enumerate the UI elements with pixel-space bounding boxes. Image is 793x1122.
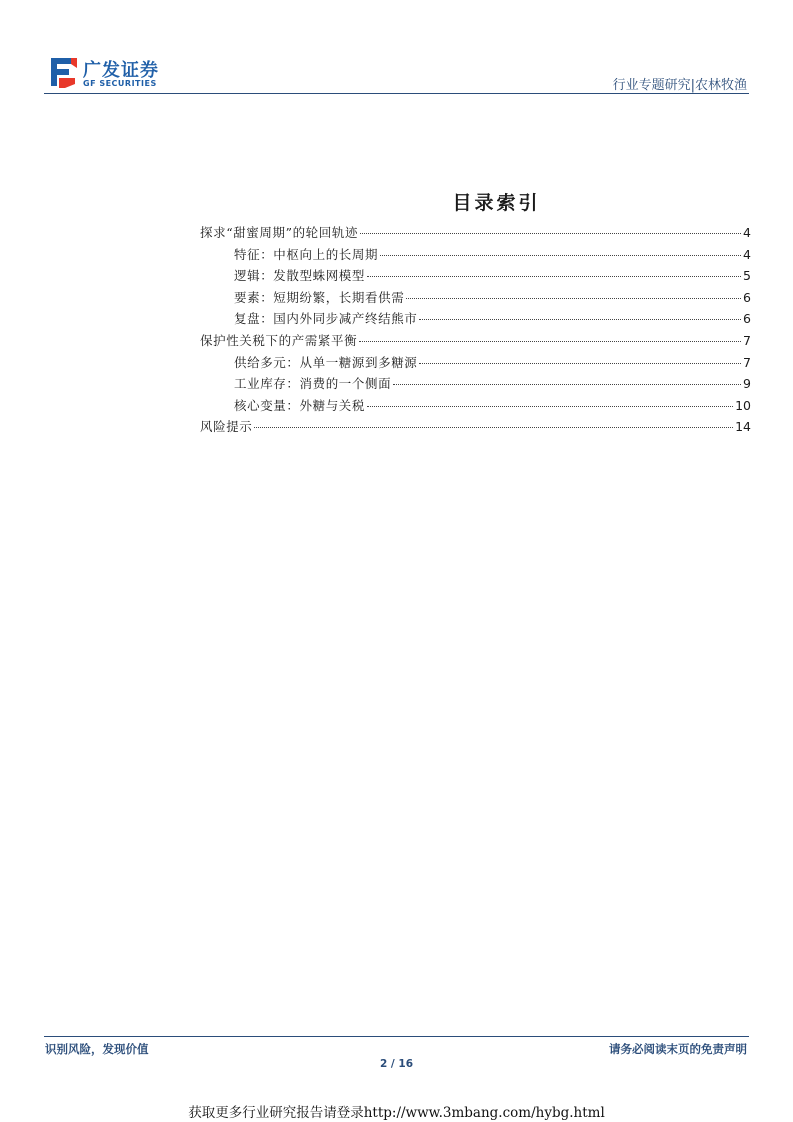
toc-entry-title: 复盘：国内外同步减产终结熊市 <box>234 311 418 327</box>
toc-title: 目录索引 <box>452 192 541 214</box>
toc-entry-page: 6 <box>743 289 751 305</box>
footer-divider <box>44 1036 749 1037</box>
toc-leader-dots <box>367 406 733 407</box>
toc-entry[interactable] <box>200 266 751 288</box>
table-of-contents <box>200 223 751 439</box>
toc-entry-page: 6 <box>743 311 751 327</box>
toc-entry-title: 探求“甜蜜周期”的轮回轨迹 <box>200 225 359 240</box>
toc-leader-dots <box>254 427 733 428</box>
header-divider <box>44 93 749 94</box>
toc-leader-dots <box>360 233 741 234</box>
toc-leader-dots <box>419 363 741 364</box>
toc-entry-title: 工业库存：消费的一个侧面 <box>234 376 392 392</box>
toc-entry-title: 供给多元：从单一糖源到多糖源 <box>234 354 418 370</box>
toc-entry-page: 10 <box>735 397 751 413</box>
logo-english-text: GF SECURITIES <box>83 79 157 88</box>
toc-entry-page: 7 <box>743 354 751 370</box>
toc-entry[interactable] <box>200 396 751 418</box>
toc-entry[interactable] <box>200 288 751 310</box>
toc-entry[interactable] <box>200 223 751 245</box>
company-logo <box>45 54 175 94</box>
logo-chinese-text: 广发证券 <box>83 60 159 81</box>
toc-entry[interactable] <box>200 331 751 353</box>
toc-leader-dots <box>359 341 741 342</box>
toc-entry-title: 核心变量：外糖与关税 <box>234 397 366 413</box>
toc-entry-page: 14 <box>735 419 751 435</box>
toc-entry-title: 保护性关税下的产需紧平衡 <box>200 332 358 348</box>
toc-entry-page: 9 <box>743 376 751 392</box>
download-watermark: 获取更多行业研究报告请登录http://www.3mbang.com/hybg.html <box>188 1105 605 1121</box>
toc-entry-title: 特征：中枢向上的长周期 <box>234 246 379 262</box>
toc-entry-title: 风险提示 <box>200 419 253 435</box>
toc-entry[interactable] <box>200 417 751 439</box>
toc-entry-page: 4 <box>743 225 751 240</box>
toc-entry[interactable] <box>200 374 751 396</box>
toc-entry-page: 5 <box>743 268 751 284</box>
report-category: 行业专题研究|农林牧渔 <box>612 78 747 93</box>
footer-slogan: 识别风险，发现价值 <box>45 1042 149 1056</box>
toc-entry[interactable] <box>200 245 751 267</box>
gf-logo-icon <box>45 54 79 90</box>
toc-entry-page: 7 <box>743 332 751 348</box>
toc-leader-dots <box>393 384 741 385</box>
page-number: 2 / 16 <box>379 1058 414 1070</box>
toc-leader-dots <box>367 276 741 277</box>
toc-entry-title: 要素：短期纷繁，长期看供需 <box>234 289 405 305</box>
toc-leader-dots <box>419 319 741 320</box>
footer-disclaimer-note: 请务必阅读末页的免责声明 <box>609 1042 747 1056</box>
toc-entry[interactable] <box>200 309 751 331</box>
toc-leader-dots <box>380 255 741 256</box>
toc-entry[interactable] <box>200 353 751 375</box>
toc-entry-page: 4 <box>743 246 751 262</box>
toc-leader-dots <box>406 298 741 299</box>
toc-entry-title: 逻辑：发散型蛛网模型 <box>234 268 366 284</box>
